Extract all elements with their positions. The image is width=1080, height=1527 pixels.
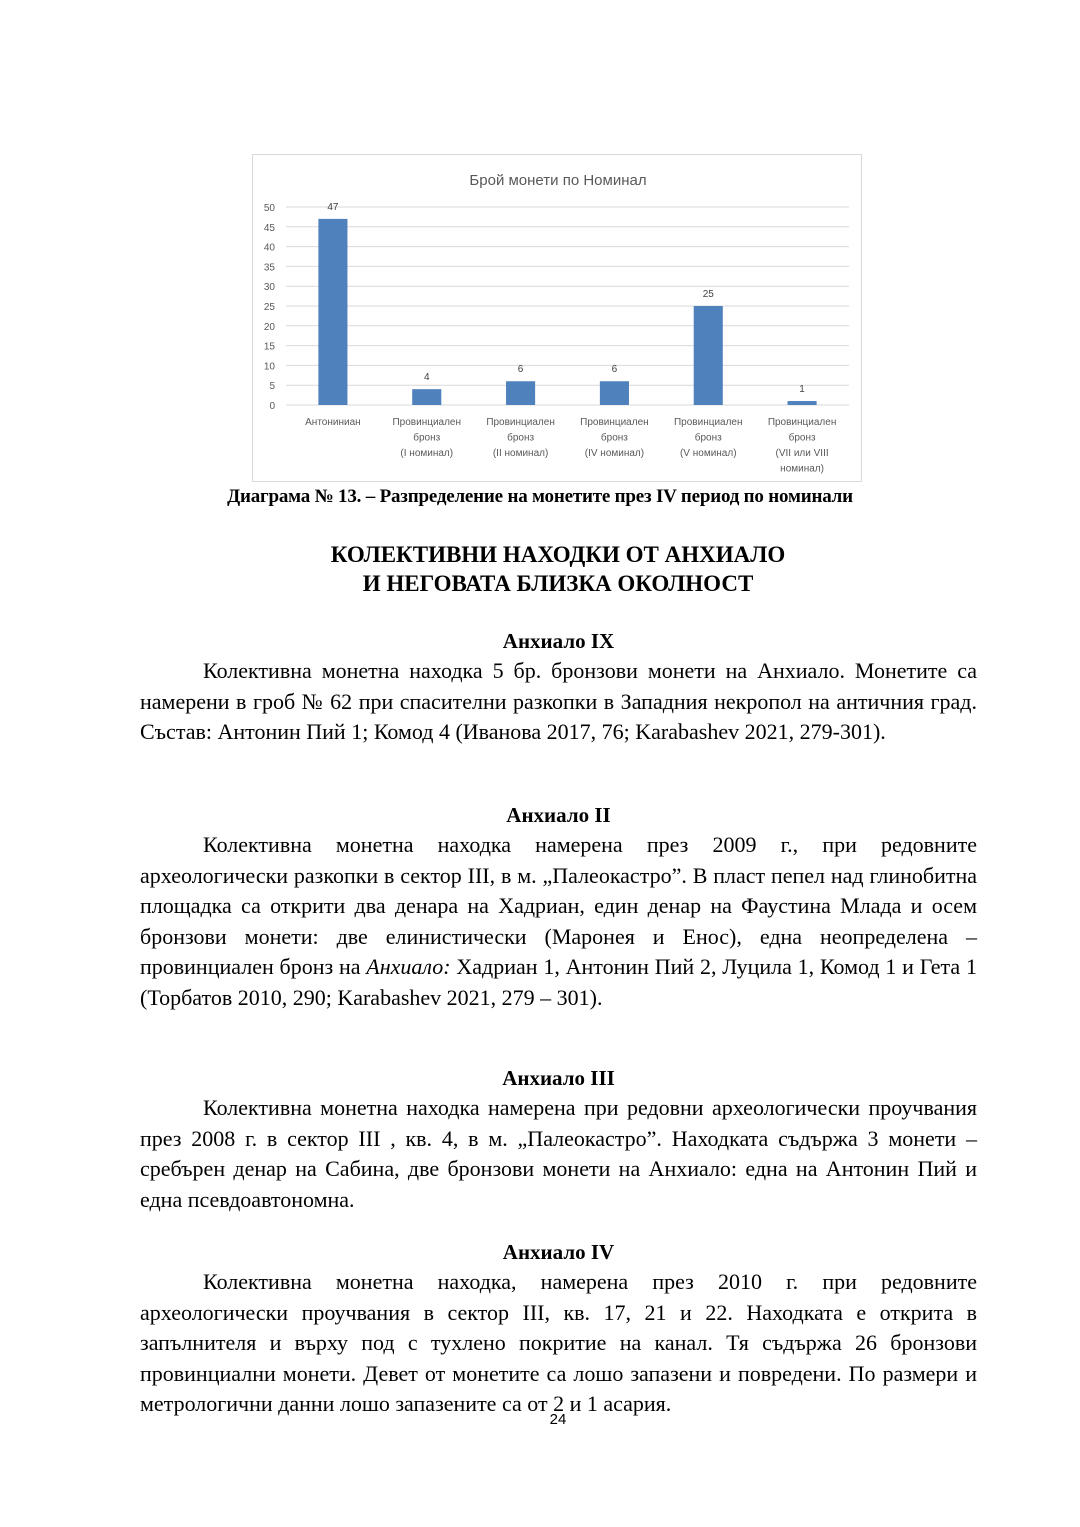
x-tick-label-line: бронз [413,432,441,444]
x-tick-label-line: бронз [600,432,628,444]
x-tick-label-line: бронз [507,432,535,444]
paragraph-text: Колективна монетна находка намерена през 2009 г., при редовните археологически разкопки в сектор III, в м. „Палеокастро”. В пласт пепел над глинобитна площадка са открити два денара на Хадриан, един денар на Фаустина Млада и осем бронзови монети: две елинистически (Маронея и Енос), една неопределена – провинциален бронз на [140,832,977,979]
chart-title: Брой монети по Номинал [469,172,647,189]
x-tick-label-line: Провинциален [392,417,462,428]
section-anhialo-iv [140,1237,977,1420]
section-heading: Анхиало II [506,803,611,827]
x-tick-label-line: бронз [788,432,816,444]
data-label: 1 [799,384,805,396]
x-tick-label [768,417,837,475]
section-heading: Анхиало IV [502,1240,615,1264]
y-tick-label: 15 [263,341,275,353]
bar [694,306,723,405]
italic-term: Анхиало: [366,954,451,979]
section-paragraph: Колективна монетна находка 5 бр. бронзови монети на Анхиало. Монетите са намерени в гроб № 62 при спасителни разкопки в Западния некропол на античния град. Състав: Антонин Пий 1; Комод 4 (Иванова 2017, 76; Karabashev 2021, 279-301). [140,658,977,744]
x-tick-label-line: Провинциален [486,417,555,428]
x-tick-label-line: Провинциален [580,417,649,428]
y-tick-label: 25 [263,302,275,313]
section-anhialo-ix [140,626,977,748]
x-tick-label [392,417,461,459]
x-tick-label [580,417,649,459]
x-tick-label [674,417,743,459]
y-tick-label: 40 [263,242,275,254]
paragraph-text: Хадриан 1, Антонин Пий 2, Луцила 1, Комод 1 и Гета 1 (Торбатов 2010, 290; Karabashev 2021, 279 – 301). [140,954,977,1010]
x-tick-label-line: (II номинал) [492,448,549,459]
x-tick-label [305,417,361,428]
chapter-title [0,540,1080,598]
y-tick-label: 5 [269,381,275,393]
x-tick-label-line: Провинциален [673,417,743,428]
section-paragraph [140,830,977,1013]
y-tick-label: 0 [269,401,275,412]
data-label: 4 [423,372,430,384]
data-label: 6 [517,364,524,376]
section-anhialo-iii [140,1063,977,1215]
bar [506,381,535,405]
bar-chart [252,154,862,482]
page-number: 24 [549,1411,567,1428]
x-tick-label-line: (I номинал) [400,448,454,459]
bar [600,381,629,405]
y-tick-label: 45 [263,222,275,234]
x-tick-label-line: (V номинал) [679,448,737,459]
data-label: 25 [702,289,714,300]
figure-caption: Диаграма № 13. – Разпределение на монетите през IV период по номинали [227,486,853,507]
section-heading: Анхиало III [502,1066,615,1090]
x-tick-label-line: Антониниан [305,417,361,428]
bar [412,389,441,405]
x-tick-label [486,417,555,459]
section-anhialo-ii [140,800,977,1013]
bar [788,401,817,405]
chapter-title-line-1: КОЛЕКТИВНИ НАХОДКИ ОТ АНХИАЛО [330,542,786,567]
data-label: 47 [327,201,339,213]
chapter-title-line-2: И НЕГОВАТА БЛИЗКА ОКОЛНОСТ [362,571,754,596]
chart-canvas [253,155,863,483]
section-heading: Анхиало IX [502,629,615,653]
x-tick-label-line: Провинциален [767,417,837,428]
bar [318,219,347,405]
data-label: 6 [611,364,618,376]
x-tick-label-line: номинал) [780,463,824,475]
x-tick-label-line: бронз [694,432,722,444]
y-tick-label: 20 [263,321,275,333]
y-tick-label: 10 [263,361,275,373]
x-tick-label-line: (IV номинал) [584,448,645,459]
section-paragraph: Колективна монетна находка намерена при редовни археологически проучвания през 2008 г. в сектор III , кв. 4, в м. „Палеокастро”. Находката съдържа 3 монети – сребърен денар на Сабина, две бронзови монети на Анхиало: една на Антонин Пий и една псевдоавтономна. [140,1095,977,1212]
y-tick-label: 30 [263,282,275,294]
y-tick-label: 50 [263,203,275,214]
y-tick-label: 35 [263,262,275,274]
x-tick-label-line: (VII или VIII [775,448,829,459]
section-paragraph: Колективна монетна находка, намерена през 2010 г. при редовните археологически проучвания в сектор III, кв. 17, 21 и 22. Находката е открита в запълнителя и върху под с тухлено покритие на канал. Тя съдържа 26 бронзови провинциални монети. Девет от монетите са лошо запазени и повредени. По размери и метрологични данни лошо запазените са от 2 и 1 асария. [140,1269,977,1416]
